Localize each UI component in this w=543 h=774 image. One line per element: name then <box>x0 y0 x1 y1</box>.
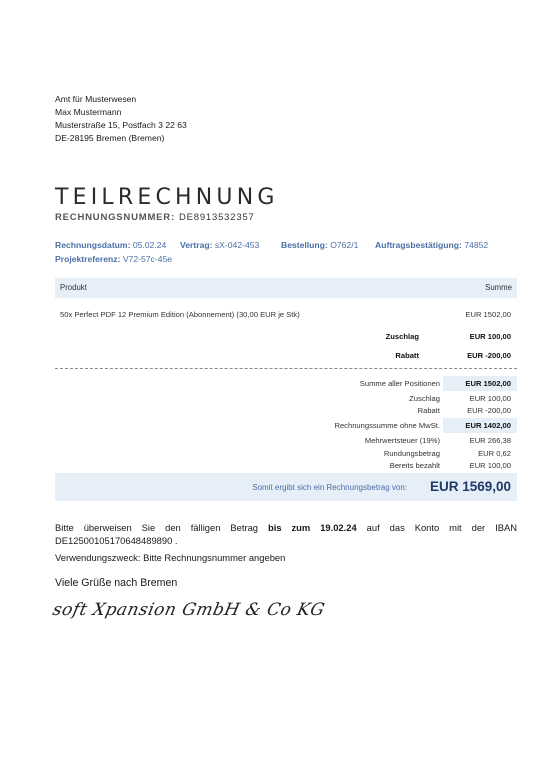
summary-paid-value: EUR 100,00 <box>469 461 511 470</box>
invoice-number <box>55 212 255 223</box>
item-description: 50x Perfect PDF 12 Premium Edition (Abonnement) (30,00 EUR je Stk) <box>60 310 300 319</box>
recipient-line-2: Max Mustermann <box>55 107 122 117</box>
signature: soft Xpansion GmbH & Co KG <box>50 600 327 620</box>
contract <box>180 240 259 250</box>
document-title: TEILRECHNUNG <box>55 185 279 210</box>
surcharge-value: EUR 100,00 <box>469 332 511 341</box>
summary-surcharge-value: EUR 100,00 <box>469 394 511 403</box>
summary-rounding-value: EUR 0,62 <box>478 449 511 458</box>
summary-rounding-label: Rundungsbetrag <box>383 449 440 458</box>
payment-due-date: bis zum 19.02.24 <box>267 522 357 533</box>
total-amount-label: Somit ergibt sich ein Rechnungsbetrag von: <box>252 483 407 492</box>
project-reference-label: Projektreferenz: <box>55 254 121 264</box>
table-header <box>55 278 517 298</box>
item-sum: EUR 1502,00 <box>465 310 511 319</box>
payment-instructions <box>55 521 517 547</box>
summary-vat-value: EUR 266,38 <box>469 436 511 445</box>
summary-vat-label: Mehrwertsteuer (19%) <box>364 436 440 445</box>
summary-net-value: EUR 1402,00 <box>443 418 517 433</box>
project-reference-value: V72-57c-45e <box>122 254 173 264</box>
invoice-number-value: DE8913532357 <box>178 212 255 223</box>
dashed-divider <box>55 368 517 369</box>
surcharge-label: Zuschlag <box>385 332 419 341</box>
invoice-number-label: RECHNUNGSNUMMER: <box>55 212 175 223</box>
discount-value: EUR -200,00 <box>467 351 511 360</box>
column-header-product: Produkt <box>60 283 87 292</box>
recipient-address <box>55 93 187 145</box>
contract-label: Vertrag: <box>180 240 213 250</box>
summary-all-positions-value: EUR 1502,00 <box>443 376 517 391</box>
payment-purpose: Verwendungszweck: Bitte Rechnungsnummer angeben <box>55 552 286 563</box>
recipient-line-4: DE-28195 Bremen (Bremen) <box>55 133 165 143</box>
order-confirmation-value: 74852 <box>464 240 489 250</box>
payment-text-b: auf das Konto mit der IBAN DE12500105170648489890 . <box>55 522 518 546</box>
closing-greeting: Viele Grüße nach Bremen <box>55 577 178 589</box>
payment-text-a: Bitte überweisen Sie den fälligen Betrag <box>55 522 259 533</box>
recipient-line-1: Amt für Musterwesen <box>55 94 137 104</box>
order <box>281 240 358 250</box>
total-amount-value: EUR 1569,00 <box>429 479 511 494</box>
summary-discount-label: Rabatt <box>417 406 440 415</box>
invoice-date-label: Rechnungsdatum: <box>55 240 131 250</box>
summary-paid-label: Bereits bezahlt <box>389 461 440 470</box>
contract-value: sX-042-453 <box>214 240 260 250</box>
order-label: Bestellung: <box>281 240 328 250</box>
recipient-line-3: Musterstraße 15, Postfach 3 22 63 <box>55 120 187 130</box>
discount-label: Rabatt <box>395 351 419 360</box>
project-reference <box>55 254 172 264</box>
summary-discount-value: EUR -200,00 <box>467 406 511 415</box>
invoice-date <box>55 240 166 250</box>
invoice-date-value: 05.02.24 <box>132 240 167 250</box>
order-confirmation-label: Auftragsbestätigung: <box>375 240 462 250</box>
order-value: O762/1 <box>330 240 359 250</box>
order-confirmation <box>375 240 488 250</box>
summary-all-positions-label: Summe aller Positionen <box>359 379 440 388</box>
summary-surcharge-label: Zuschlag <box>409 394 440 403</box>
summary-net-label: Rechnungssumme ohne MwSt. <box>334 421 440 430</box>
total-amount-bar <box>55 473 517 501</box>
column-header-sum: Summe <box>485 283 512 292</box>
